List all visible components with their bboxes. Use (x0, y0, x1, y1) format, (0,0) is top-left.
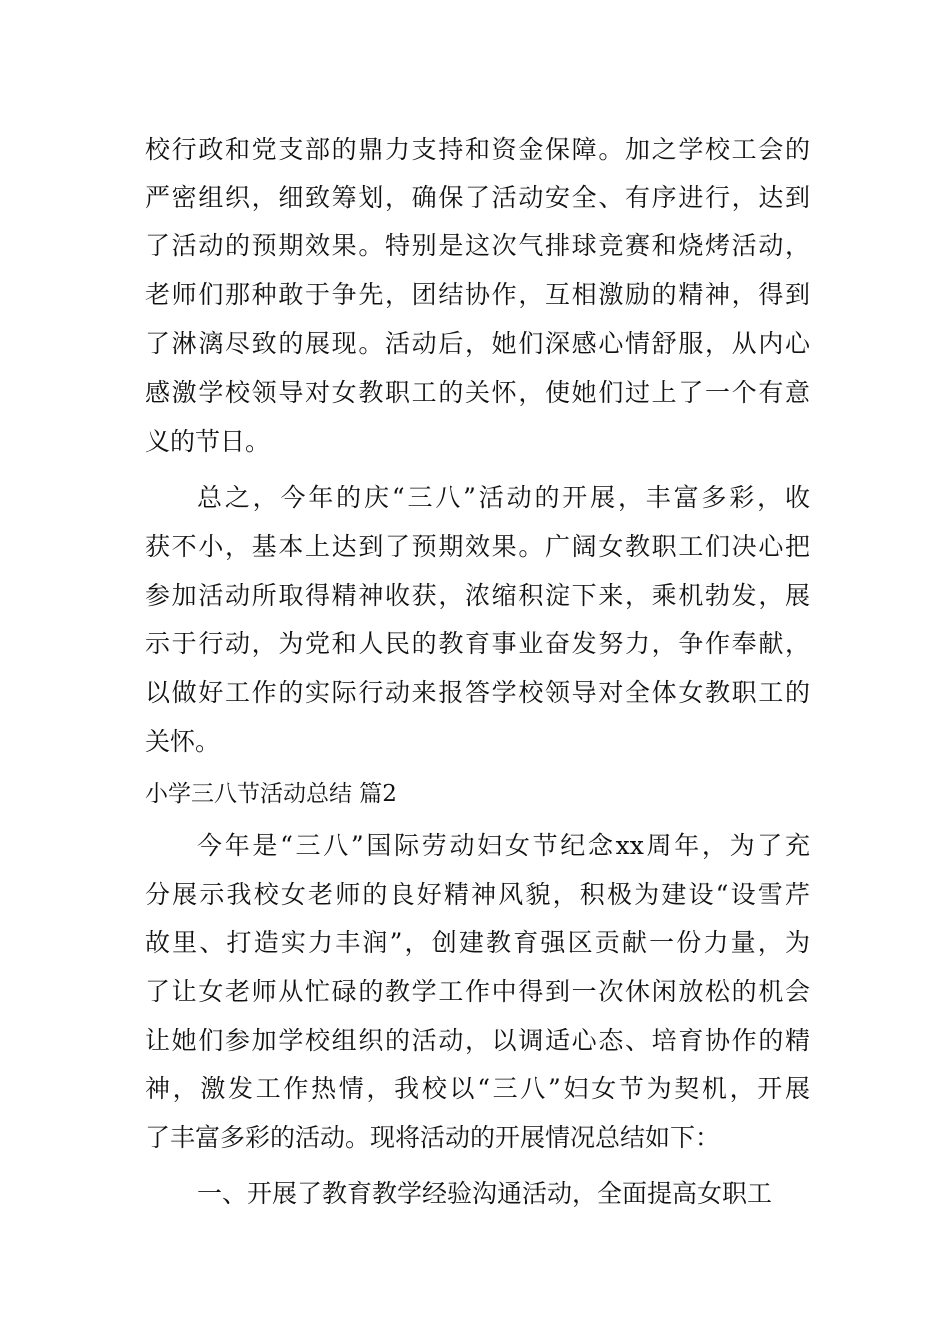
section-heading: 小学三八节活动总结 篇2 (145, 781, 397, 807)
paragraph-line: 老师们那种敢于争先，团结协作，互相激励的精神，得到 (145, 280, 810, 309)
paragraph-line: 获不小，基本上达到了预期效果。广阔女教职工们决心把 (145, 532, 810, 561)
paragraph-line: 参加活动所取得精神收获，浓缩积淀下来，乘机勃发，展 (145, 581, 810, 610)
paragraph-line: 了让女老师从忙碌的教学工作中得到一次休闲放松的机会 (145, 977, 810, 1006)
paragraph-line: 故里、打造实力丰润”，创建教育强区贡献一份力量，为 (145, 928, 810, 957)
paragraph-line: 让她们参加学校组织的活动，以调适心态、培育协作的精 (145, 1026, 810, 1055)
paragraph-line: 神，激发工作热情，我校以“三八”妇女节为契机，开展 (145, 1074, 810, 1103)
paragraph-line: 总之，今年的庆“三八”活动的开展，丰富多彩，收 (197, 483, 810, 512)
paragraph-line: 分展示我校女老师的良好精神风貌，积极为建设“设雪芹 (145, 880, 810, 909)
paragraph-line: 严密组织，细致筹划，确保了活动安全、有序进行，达到 (145, 183, 810, 212)
paragraph-line: 示于行动，为党和人民的教育事业奋发努力，争作奉献， (145, 629, 810, 658)
paragraph-line: 一、开展了教育教学经验沟通活动，全面提高女职工 (197, 1179, 773, 1208)
paragraph-line: 今年是“三八”国际劳动妇女节纪念xx周年，为了充 (197, 831, 810, 860)
paragraph-line: 了淋漓尽致的展现。活动后，她们深感心情舒服，从内心 (145, 329, 810, 358)
paragraph-line: 感激学校领导对女教职工的关怀，使她们过上了一个有意 (145, 378, 810, 407)
paragraph-line: 了丰富多彩的活动。现将活动的开展情况总结如下： (145, 1123, 721, 1152)
paragraph-line: 了活动的预期效果。特别是这次气排球竞赛和烧烤活动， (145, 231, 810, 260)
paragraph-line: 以做好工作的实际行动来报答学校领导对全体女教职工的 (145, 678, 810, 707)
paragraph-line: 关怀。 (145, 727, 221, 756)
paragraph-line: 校行政和党支部的鼎力支持和资金保障。加之学校工会的 (145, 135, 810, 164)
paragraph-line: 义的节日。 (145, 427, 271, 456)
